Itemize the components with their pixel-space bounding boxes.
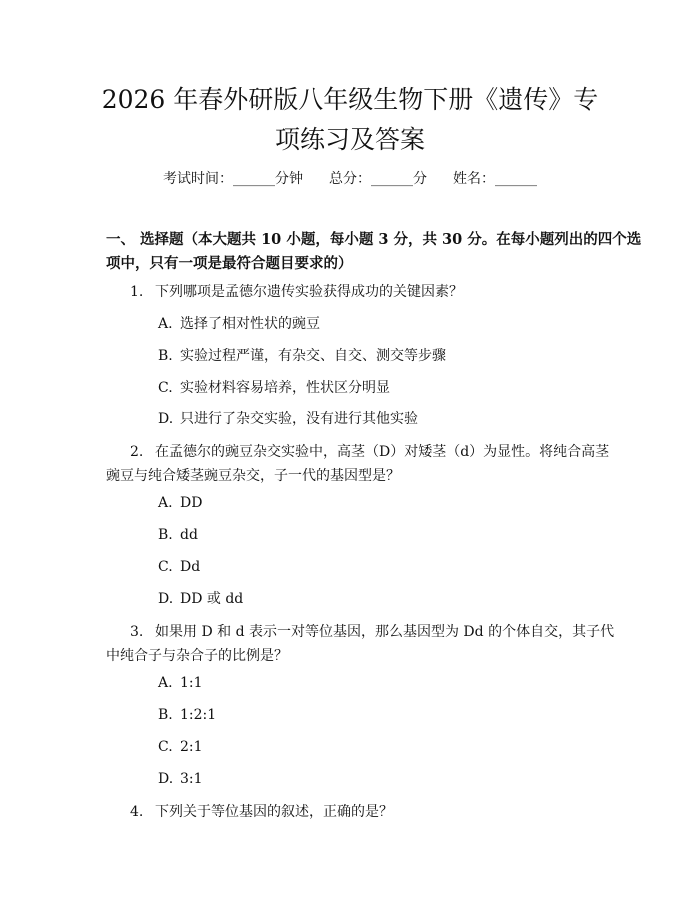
question-2-option-b [158,525,198,545]
option-text: DD [180,495,203,511]
question-number: 2. [130,444,144,460]
option-letter: B. [158,348,173,364]
page-title [60,80,640,160]
option-text: 实验材料容易培养，性状区分明显 [180,380,390,396]
option-letter: D. [158,771,174,787]
question-stem: 下列哪项是孟德尔遗传实验获得成功的关键因素？ [155,284,463,300]
section-heading [106,228,646,276]
question-number: 4. [130,804,144,820]
question-number: 1. [130,284,144,300]
question-4 [106,800,636,824]
option-text: 只进行了杂交实验，没有进行其他实验 [180,411,418,427]
section-heading-line-1: 一、 选择题（本大题共 10 小题，每小题 3 分，共 30 分。在每小题列出的四个选 [106,231,642,248]
question-3 [106,620,636,668]
option-text: DD 或 dd [180,591,244,607]
section-heading-line-2: 项中，只有一项是最符合题目要求的） [106,255,353,272]
option-letter: A. [158,675,173,691]
option-text: 实验过程严谨，有杂交、自交、测交等步骤 [180,348,446,364]
question-stem-continued: 中纯合子与杂合子的比例是？ [106,648,288,664]
option-letter: D. [158,411,174,427]
option-text: 3:1 [180,771,203,787]
option-text: dd [180,527,198,543]
question-3-option-a [158,673,203,693]
exam-time-label: 考试时间：______分钟 [163,171,303,187]
question-1-option-a [158,314,320,334]
option-letter: D. [158,591,174,607]
option-letter: B. [158,527,173,543]
question-stem-continued: 豌豆与纯合矮茎豌豆杂交，子一代的基因型是？ [106,468,400,484]
question-stem: 如果用 D 和 d 表示一对等位基因，那么基因型为 Dd 的个体自交，其子代 [155,624,615,640]
question-stem: 在孟德尔的豌豆杂交实验中，高茎（D）对矮茎（d）为显性。将纯合高茎 [155,444,610,460]
question-3-option-d [158,769,203,789]
exam-meta [0,168,700,188]
question-stem: 下列关于等位基因的叙述，正确的是？ [155,804,393,820]
option-letter: A. [158,495,173,511]
option-letter: B. [158,707,173,723]
option-letter: C. [158,739,173,755]
question-1 [106,280,636,304]
total-score-label: 总分：______分 [329,171,427,187]
option-text: Dd [180,559,201,575]
question-number: 3. [130,624,144,640]
question-3-option-c [158,737,203,757]
option-text: 2:1 [180,739,203,755]
option-letter: C. [158,559,173,575]
option-text: 1:2:1 [180,707,217,723]
question-2-option-a [158,493,202,513]
question-2-option-c [158,557,200,577]
question-1-option-d [158,409,418,429]
option-letter: C. [158,380,173,396]
option-text: 选择了相对性状的豌豆 [180,316,320,332]
student-name-label: 姓名：______ [453,171,537,187]
option-text: 1:1 [180,675,203,691]
title-line-1: 2026 年春外研版八年级生物下册《遗传》专 [101,85,599,114]
question-2 [106,440,636,488]
question-3-option-b [158,705,216,725]
option-letter: A. [158,316,173,332]
question-2-option-d [158,589,243,609]
title-line-2: 项练习及答案 [274,125,425,154]
question-1-option-c [158,378,390,398]
question-1-option-b [158,346,446,366]
